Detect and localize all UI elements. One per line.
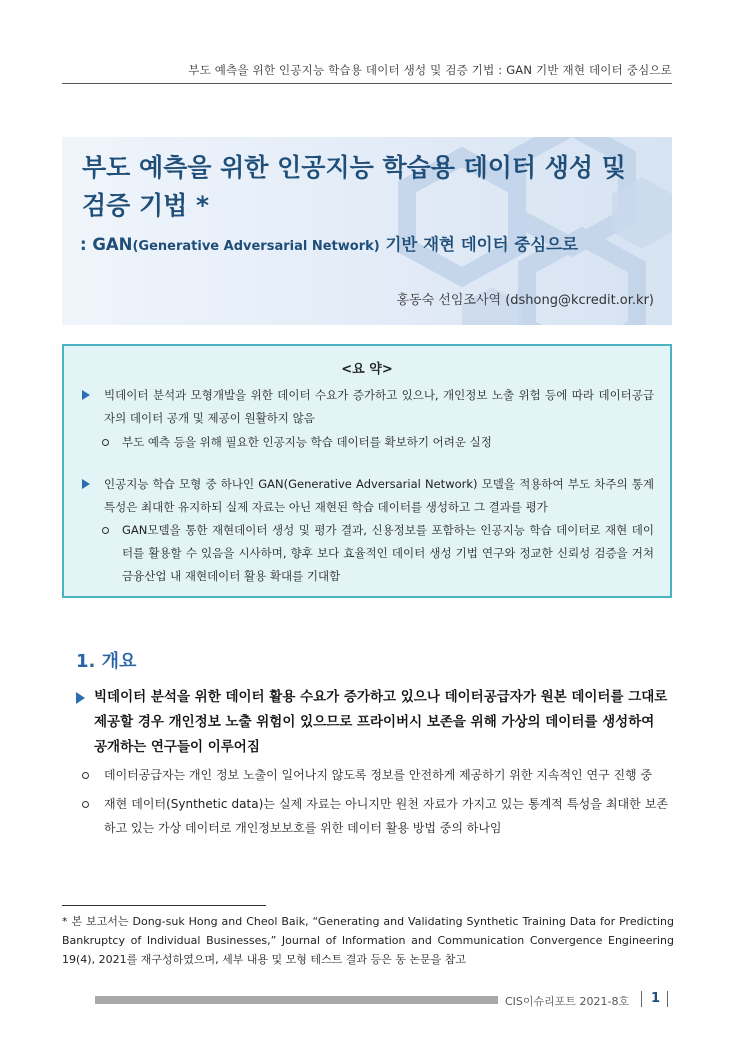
report-subtitle [80, 231, 660, 255]
sub-point [82, 792, 668, 840]
report-title [82, 149, 652, 225]
summary-heading: <요 약> [341, 362, 393, 377]
footer-report-label: CIS이슈리포트 2021-8호 [505, 995, 630, 1008]
author-line: 홍동숙 선임조사역 (dshong@kcredit.or.kr) [396, 293, 654, 308]
subtitle-prefix: : GAN [80, 235, 133, 254]
sub-point-text: 데이터공급자는 개인 정보 노출이 일어나지 않도록 정보를 안전하게 제공하기 위한 지속적인 연구 진행 중 [104, 768, 653, 782]
sub-point [82, 763, 668, 787]
subtitle-suffix: 기반 재현 데이터 중심으로 [379, 235, 579, 254]
footer-separator [641, 991, 642, 1007]
section-heading: 1. 개요 [76, 651, 137, 672]
circle-bullet-icon [102, 527, 109, 534]
header-rule [62, 83, 672, 84]
title-banner [62, 137, 672, 325]
circle-bullet-icon [102, 439, 109, 446]
summary-box [62, 344, 672, 598]
footnote: * 본 보고서는 Dong-suk Hong and Cheol Baik, “Generating and Validating Synthetic Training Data for Predicting Bankruptcy of Individual Businesses,” Journal of Information and Communication Convergence Engineering 19(4), 2021를 재구성하였으며, 세부 내용 및 모형 테스트 결과 등은 동 논문을 참고 [62, 915, 674, 966]
main-point [76, 685, 668, 760]
summary-item-text: 인공지능 학습 모형 중 하나인 GAN(Generative Adversarial Network) 모델을 적용하여 부도 차주의 통계 특성은 최대한 유지하되 실제 자료는 아닌 재현된 학습 데이터를 생성하고 그 결과를 평가 [104, 477, 654, 514]
summary-item [82, 384, 654, 430]
footnote-rule [62, 905, 266, 906]
summary-item [82, 473, 654, 519]
report-title-line-1: 부도 예측을 위한 인공지능 학습용 데이터 생성 및 [82, 153, 626, 182]
main-point-text: 빅데이터 분석을 위한 데이터 활용 수요가 증가하고 있으나 데이터공급자가 원본 데이터를 그대로 제공할 경우 개인정보 노출 위험이 있으므로 프라이버시 보존을 위해 가상의 데이터를 생성하여 공개하는 연구들이 이루어짐 [94, 689, 668, 755]
sub-point-text: 재현 데이터(Synthetic data)는 실제 자료는 아니지만 원천 자료가 가지고 있는 통계적 특성을 최대한 보존하고 있는 가상 데이터로 개인정보보호를 위한 데이터 활용 방법 중의 하나임 [104, 797, 668, 835]
summary-subitem-text: 부도 예측 등을 위해 필요한 인공지능 학습 데이터를 확보하기 어려운 실정 [122, 435, 492, 449]
subtitle-english: (Generative Adversarial Network) [132, 239, 380, 254]
summary-item-text: 빅데이터 분석과 모형개발을 위한 데이터 수요가 증가하고 있으나, 개인정보 노출 위험 등에 따라 데이터공급자의 데이터 공개 및 제공이 원활하지 않음 [104, 388, 654, 425]
triangle-bullet-icon [82, 479, 90, 489]
running-header: 부도 예측을 위한 인공지능 학습용 데이터 생성 및 검증 기법 : GAN 기반 재현 데이터 중심으로 [188, 63, 672, 77]
footer-separator [667, 991, 668, 1007]
summary-subitem [82, 431, 654, 454]
report-title-line-2: 검증 기법 * [82, 191, 210, 220]
circle-bullet-icon [82, 772, 89, 779]
triangle-bullet-icon [82, 390, 90, 400]
page-number: 1 [651, 991, 661, 1006]
summary-subitem-text: GAN모델을 통한 재현데이터 생성 및 평가 결과, 신용정보를 포함하는 인공지능 학습 데이터로 재현 데이터를 활용할 수 있음을 시사하며, 향후 보다 효율적인 데이터 생성 기법 연구와 정교한 신뢰성 검증을 거쳐 금융산업 내 재현데이터 활용 확대를 기대함 [122, 523, 654, 583]
circle-bullet-icon [82, 801, 89, 808]
triangle-bullet-icon [76, 692, 85, 704]
summary-subitem [82, 519, 654, 588]
footer-bar [95, 996, 498, 1004]
